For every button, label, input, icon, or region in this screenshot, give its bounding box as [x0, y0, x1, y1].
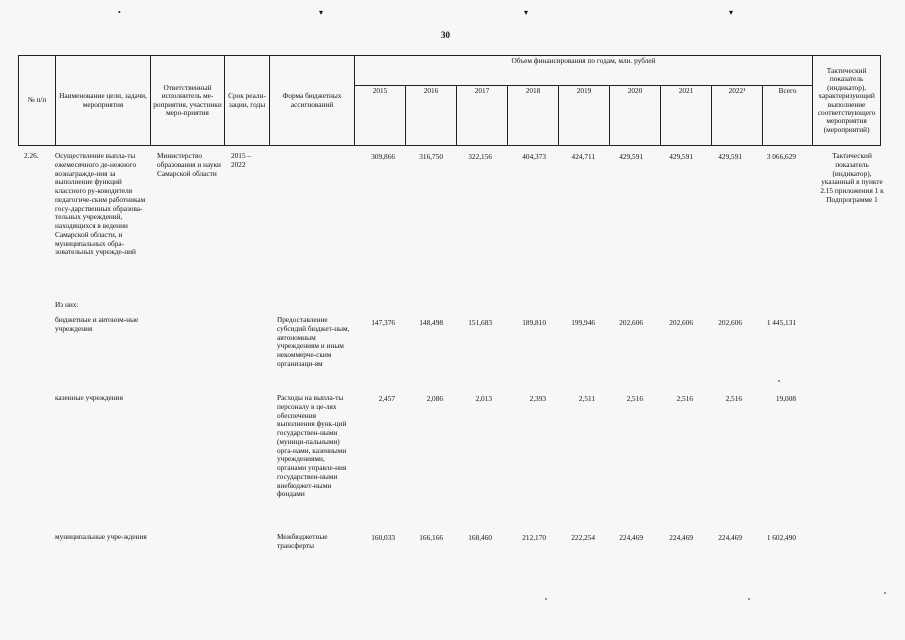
value-cell: 189,810 [522, 318, 546, 327]
value-cell: 148,498 [419, 318, 443, 327]
header-year: 2016 [406, 86, 457, 146]
value-cell: 202,606 [619, 318, 643, 327]
table-header [18, 55, 881, 146]
header-year: 2022¹ [712, 86, 763, 146]
scan-mark: ▾ [524, 8, 529, 17]
total-cell: 1 445,131 [766, 318, 796, 327]
scan-mark: ▾ [729, 8, 734, 17]
row-term: 2015 – 2022 [231, 151, 252, 169]
value-cell: 322,156 [468, 152, 492, 161]
value-cell: 2,511 [578, 394, 595, 403]
header-year: 2018 [508, 86, 559, 146]
value-cell: 316,750 [419, 152, 443, 161]
scan-mark: ▾ [319, 8, 324, 17]
value-cell: 168,460 [468, 533, 492, 542]
header-year: 2021 [661, 86, 712, 146]
subrow-name: казенные учреждения [55, 393, 123, 402]
header-year: 2017 [457, 86, 508, 146]
value-cell: 404,373 [522, 152, 546, 161]
scan-speck [545, 598, 547, 600]
value-cell: 2,086 [426, 394, 443, 403]
row-executor: Министерство образования и науки Самарской области [157, 151, 221, 178]
header-financing: Объем финансирования по годам, млн. рублей [355, 56, 813, 86]
scan-speck [884, 592, 886, 594]
value-cell: 160,033 [371, 533, 395, 542]
header-total: Всего [763, 86, 813, 146]
row-indicator: Тактический показатель (индикатор), указанный в пункте 2.15 приложения 1 к Подпрограмме 1 [820, 151, 884, 204]
header-executor: Ответственный исполнитель ме-роприятия, участники меро-приятия [151, 56, 225, 146]
total-cell: 19,008 [775, 394, 796, 403]
page-number: 30 [441, 30, 450, 40]
value-cell: 166,166 [419, 533, 443, 542]
value-cell: 224,469 [669, 533, 693, 542]
row-name: Осуществление выпла-ты ежемесячного де-нежного вознагражде-ния за выполнение функций классного ру-ководителя педагогиче-ским работникам госу-дарственных образова-тельных учреждений, находящихся в ведении Самарской области, и муниципальных обра-зовательных учрежде-ний [55, 151, 146, 257]
header-name: Наименование цели, задачи, мероприятия [56, 56, 151, 146]
value-cell: 424,711 [571, 152, 595, 161]
value-cell: 224,469 [718, 533, 742, 542]
value-cell: 147,376 [371, 318, 395, 327]
value-cell: 212,170 [522, 533, 546, 542]
subrow-form: Расходы на выпла-ты персоналу в це-лях обеспечения выполнения функ-ций государствен-ными (муници-пальными) орга-нами, казенными учреждениями, органами управле-ния государствен-ными внебюджет-ными фондами [277, 393, 347, 499]
value-cell: 429,591 [619, 152, 643, 161]
subrow-name: бюджетные и автоном-ные учреждения [55, 315, 139, 333]
total-cell: 1 602,490 [766, 533, 796, 542]
value-cell: 429,591 [718, 152, 742, 161]
header-indicator: Тактический показатель (индикатор), характеризующий выполнение соответствующего мероприятия (мероприятий) [813, 56, 881, 146]
value-cell: 2,393 [529, 394, 546, 403]
value-cell: 202,606 [669, 318, 693, 327]
scan-mark: • [118, 8, 121, 17]
value-cell: 202,606 [718, 318, 742, 327]
scan-speck [748, 598, 750, 600]
value-cell: 222,254 [571, 533, 595, 542]
value-cell: 2,013 [475, 394, 492, 403]
value-cell: 2,457 [378, 394, 395, 403]
value-cell: 309,866 [371, 152, 395, 161]
value-cell: 2,516 [626, 394, 643, 403]
row-number: 2.26. [24, 151, 39, 160]
value-cell: 2,516 [676, 394, 693, 403]
subrow-name: муниципальные учре-ждения [55, 532, 147, 541]
header-year: 2020 [610, 86, 661, 146]
header-num: № п/п [19, 56, 56, 146]
header-form: Форма бюджетных ассигнований [270, 56, 355, 146]
of-which-label: Из них: [55, 300, 79, 309]
value-cell: 429,591 [669, 152, 693, 161]
value-cell: 151,683 [468, 318, 492, 327]
total-cell: 3 066,629 [766, 152, 796, 161]
header-term: Срок реали-зации, годы [225, 56, 270, 146]
subrow-form: Предоставление субсидий бюджет-ным, автономным учреждениям и иным некоммерче-ским организаци-ям [277, 315, 350, 368]
scan-speck [778, 380, 780, 382]
header-year: 2015 [355, 86, 406, 146]
subrow-form: Межбюджетные трансферты [277, 532, 328, 550]
value-cell: 224,469 [619, 533, 643, 542]
value-cell: 199,946 [571, 318, 595, 327]
value-cell: 2,516 [725, 394, 742, 403]
header-year: 2019 [559, 86, 610, 146]
